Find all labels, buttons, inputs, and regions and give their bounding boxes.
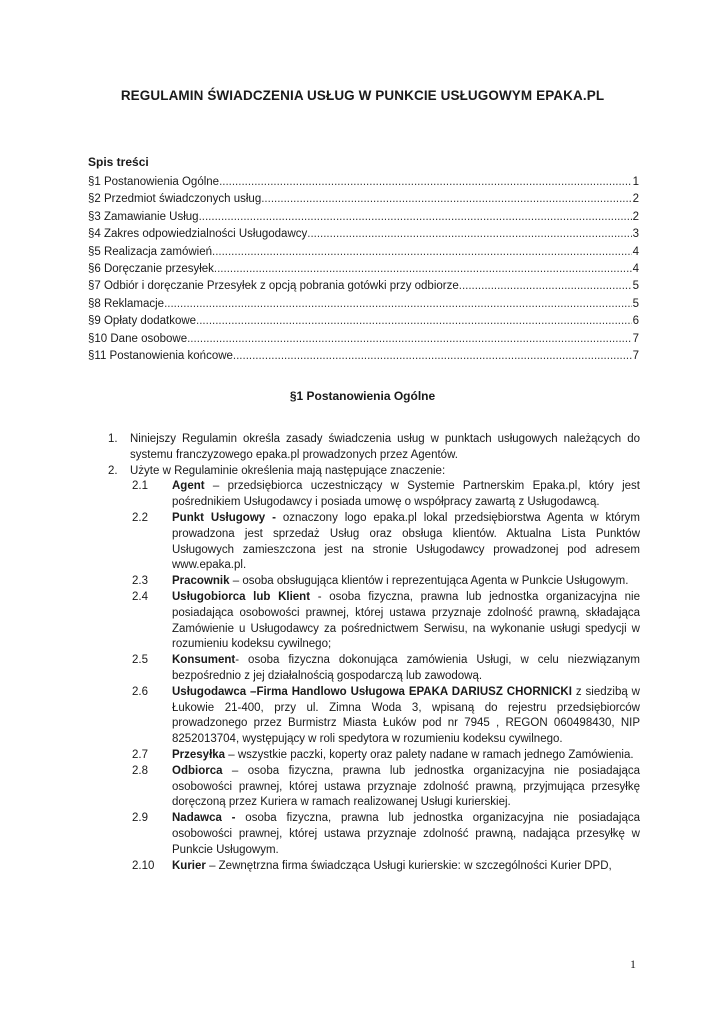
definition-term: Usługobiorca lub Klient [172, 590, 311, 603]
toc-heading: Spis treści [88, 155, 149, 169]
definition-item: 2.2 Punkt Usługowy - oznaczony logo epaka.pl lokal przedsiębiorstwa Agenta w którym prowadzona jest sprzedaż Usług oraz obsługa klientów. Aktualna Lista Punktów Usługowych zamieszczona jest na stronie Usługodawcy prowadzonej pod adresem www.epaka.pl. [132, 511, 640, 572]
toc-entry[interactable]: §10 Dane osobowe ..... 7 [88, 333, 639, 350]
list-item: 2. Użyte w Regulaminie określenia mają następujące znaczenie: [108, 464, 446, 477]
definition-term: Agent [172, 480, 205, 493]
definition-term: Nadawca - [172, 812, 236, 825]
definition-item: 2.9 Nadawca - osoba fizyczna, prawna lub jednostka organizacyjna nie posiadająca osobowości prawnej, której ustawa przyznaje zdolność prawną, nadająca przesyłkę w Punkcie Usługowym. [132, 812, 640, 856]
definition-term: Usługodawca –Firma Handlowo Usługowa EPAKA DARIUSZ CHORNICKI [172, 685, 572, 698]
definition-item: 2.4 Usługobiorca lub Klient - osoba fizyczna, prawna lub jednostka organizacyjna nie posiadająca osobowości prawnej, której ustawa przyznaje zdolność prawną, składająca Zamówienie u Usługodawcy za pośrednictwem Serwisu, na wykonanie usługi spedycji w rozumieniu kodeksu cywilnego; [132, 590, 641, 651]
section-heading: §1 Postanowienia Ogólne [289, 389, 436, 403]
toc-entry[interactable]: §11 Postanowienia końcowe ..... 7 [88, 350, 639, 367]
toc-entry[interactable]: §6 Doręczanie przesyłek ..... 4 [88, 263, 639, 280]
definition-term: Konsument [172, 654, 236, 667]
definition-term: Pracownik [172, 575, 230, 588]
definitions-list [108, 479, 640, 874]
toc-entry[interactable]: §9 Opłaty dodatkowe ..... 6 [88, 315, 639, 332]
table-of-contents [88, 176, 639, 367]
definition-term: Odbiorca [172, 764, 223, 777]
toc-entry[interactable]: §1 Postanowienia Ogólne ..... 1 [88, 176, 639, 193]
definition-item: 2.8 Odbiorca – osoba fizyczna, prawna lub jednostka organizacyjna nie posiadająca osobowości prawnej, której ustawa przyznaje zdolność prawną, przyjmująca przesyłkę doręczoną przez Kuriera w ramach realizowanej Usługi kurierskiej. [132, 764, 640, 809]
definition-item: 2.1 Agent – przedsiębiorca uczestniczący w Systemie Partnerskim Epaka.pl, który jest pośrednikiem Usługodawcy i posiada umowę o współpracy zawartą z Usługodawcą. [132, 480, 640, 509]
toc-entry[interactable]: §5 Realizacja zamówień ..... 4 [88, 246, 639, 263]
definition-item: 2.3 Pracownik – osoba obsługująca klientów i reprezentująca Agenta w Punkcie Usługowym. [132, 575, 629, 588]
definition-term: Kurier [172, 859, 206, 872]
toc-entry[interactable]: §2 Przedmiot świadczonych usług ..... 2 [88, 193, 639, 210]
toc-entry[interactable]: §3 Zamawianie Usług ..... 2 [88, 211, 639, 228]
section-body [108, 432, 640, 874]
page-number: 1 [630, 957, 636, 971]
definition-term: Przesyłka [172, 748, 226, 761]
definition-term: Punkt Usługowy - [172, 511, 276, 524]
definition-item: 2.7 Przesyłka – wszystkie paczki, koperty oraz palety nadane w ramach jednego Zamówienia. [132, 748, 634, 761]
toc-entry[interactable]: §8 Reklamacje ..... 5 [88, 298, 639, 315]
definition-item: 2.5 Konsument- osoba fizyczna dokonująca zamówienia Usługi, w celu niezwiązanym bezpośrednio z jej działalnością gospodarczą lub zawodową. [132, 654, 640, 682]
document-title: REGULAMIN ŚWIADCZENIA USŁUG W PUNKCIE USŁUGOWYM EPAKA.PL [120, 88, 605, 103]
definition-item: 2.10 Kurier – Zewnętrzna firma świadcząca Usługi kurierskie: w szczególności Kurier DPD, [132, 859, 612, 872]
toc-entry[interactable]: §4 Zakres odpowiedzialności Usługodawcy ..... 3 [88, 228, 639, 245]
toc-entry[interactable]: §7 Odbiór i doręczanie Przesyłek z opcją pobrania gotówki przy odbiorze ..... 5 [88, 280, 639, 297]
definition-item: 2.6 Usługodawca –Firma Handlowo Usługowa EPAKA DARIUSZ CHORNICKI z siedzibą w Łukowie 21-400, przy ul. Zimna Woda 3, wpisaną do rejestru przedsiębiorców prowadzonego przez Burmistrz Miasta Łuków pod nr 7945 , REGON 060498430, NIP 8252013704, występujący w roli spedytora w rozumieniu kodeksu cywilnego. [132, 685, 640, 746]
list-item: 1. Niniejszy Regulamin określa zasady świadczenia usług w punktach usługowych należących do systemu franczyzowego epaka.pl prowadzonych przez Agentów. [108, 433, 640, 461]
